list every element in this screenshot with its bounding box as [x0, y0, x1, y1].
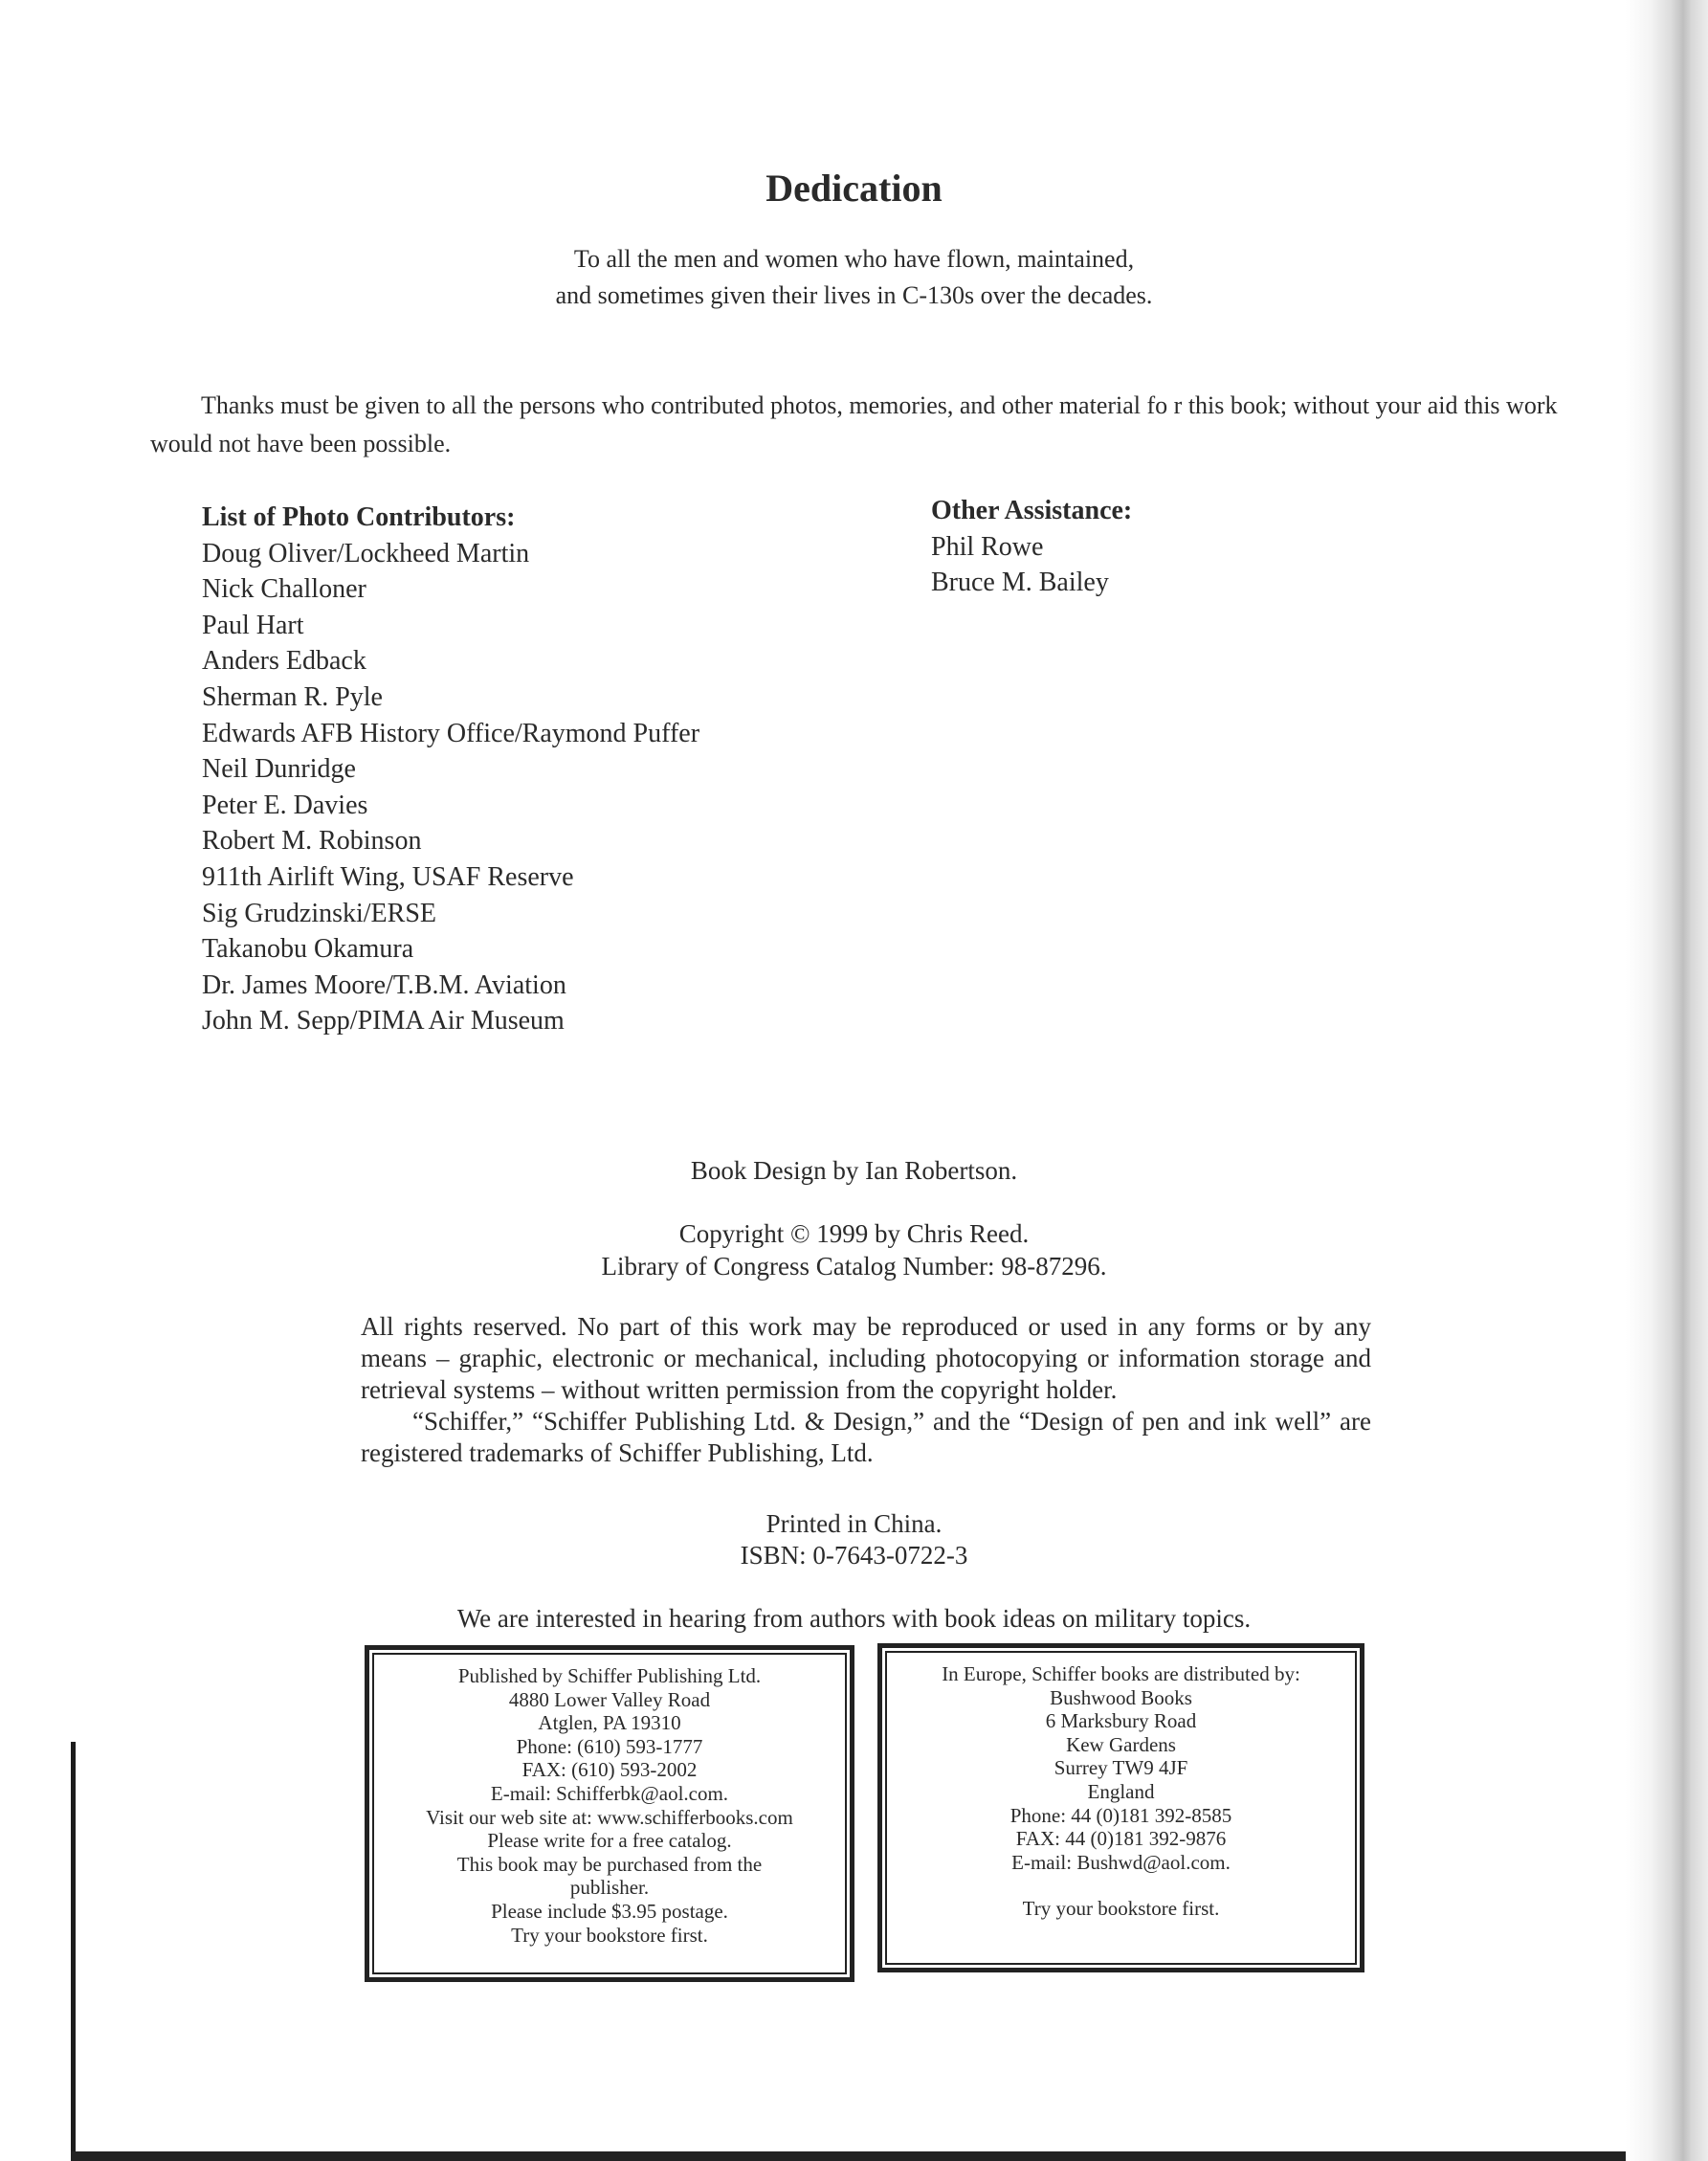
publisher-line: This book may be purchased from the	[456, 1852, 763, 1876]
thanks-paragraph: Thanks must be given to all the persons who contributed photos, memories, and other material fo r this book; without your aid this work would not have been possible.	[150, 391, 1558, 457]
publisher-line: Phone: (610) 593-1777	[516, 1734, 703, 1758]
dedication-title: Dedication	[765, 167, 943, 210]
publisher-line: Published by Schiffer Publishing Ltd.	[457, 1664, 762, 1687]
page-gutter-shadow	[1626, 0, 1708, 2161]
printed-in-line: Printed in China.	[765, 1509, 943, 1538]
europe-line: Surrey TW9 4JF	[1054, 1756, 1188, 1780]
copyright-line: Copyright © 1999 by Chris Reed.	[678, 1219, 1030, 1248]
europe-line: 6 Marksbury Road	[1045, 1709, 1197, 1733]
publisher-line: Please include $3.95 postage.	[491, 1899, 728, 1923]
europe-line: Phone: 44 (0)181 392-8585	[1009, 1803, 1232, 1827]
page-left-edge	[71, 1742, 76, 2161]
contributor-name: Edwards AFB History Office/Raymond Puffer	[202, 718, 700, 748]
book-design-credit: Book Design by Ian Robertson.	[690, 1156, 1018, 1185]
publisher-line: publisher.	[569, 1876, 650, 1900]
europe-distribution-box-inner	[885, 1651, 1357, 1965]
europe-footer: Try your bookstore first.	[1022, 1897, 1220, 1921]
isbn-line: ISBN: 0-7643-0722-3	[740, 1541, 968, 1570]
contributor-name: Paul Hart	[202, 610, 304, 640]
europe-line: E-mail: Bushwd@aol.com.	[1011, 1850, 1231, 1874]
page-bottom-edge	[71, 2151, 1626, 2161]
assistant-name: Phil Rowe	[931, 531, 1044, 562]
spacer	[887, 1874, 1355, 1897]
photo-contributors-list	[202, 500, 872, 1039]
publisher-info-box-inner	[372, 1653, 847, 1974]
other-assistance-list	[931, 493, 1409, 601]
publisher-line: FAX: (610) 593-2002	[521, 1758, 698, 1782]
europe-line: England	[1087, 1779, 1155, 1803]
publisher-line: Visit our web site at: www.schifferbooks.com	[426, 1805, 793, 1829]
europe-line: FAX: 44 (0)181 392-9876	[1015, 1827, 1227, 1851]
contributor-name: Takanobu Okamura	[202, 934, 414, 965]
europe-line: Kew Gardens	[1066, 1732, 1176, 1756]
publisher-info-box	[365, 1645, 854, 1982]
dedication-text	[0, 241, 1708, 314]
other-assistance-heading: Other Assistance:	[931, 496, 1133, 525]
contributor-name: Doug Oliver/Lockheed Martin	[202, 538, 530, 568]
dedication-line: To all the men and women who have flown, maintained,	[573, 245, 1135, 273]
publisher-line: 4880 Lower Valley Road	[508, 1687, 711, 1711]
contributor-name: 911th Airlift Wing, USAF Reserve	[202, 861, 574, 892]
europe-line: Bushwood Books	[1050, 1685, 1192, 1709]
loc-catalog-line: Library of Congress Catalog Number: 98-87296.	[601, 1252, 1107, 1281]
assistant-name: Bruce M. Bailey	[931, 568, 1109, 598]
europe-line: In Europe, Schiffer books are distributed by:	[942, 1662, 1300, 1685]
contributor-name: Sig Grudzinski/ERSE	[202, 898, 437, 928]
dedication-line: and sometimes given their lives in C-130s over the decades.	[555, 281, 1153, 309]
contributor-name: Sherman R. Pyle	[202, 681, 383, 712]
contributor-name: Peter E. Davies	[202, 790, 368, 820]
contributor-name: Anders Edback	[202, 646, 366, 677]
publisher-line: Try your bookstore first.	[511, 1923, 708, 1947]
rights-reserved-paragraph: All rights reserved. No part of this work may be reproduced or used in any forms or by any means – graphic, electronic or mechanical, including photocopying or information storage and retrieval systems – without written permission from the copyright holder.	[361, 1312, 1371, 1404]
trademark-paragraph: “Schiffer,” “Schiffer Publishing Ltd. & Design,” and the “Design of pen and ink well” are registered trademarks of Schiffer Publishing, Ltd.	[361, 1407, 1371, 1467]
contributor-name: Neil Dunridge	[202, 754, 356, 785]
contributor-name: Nick Challoner	[202, 574, 366, 605]
contributor-name: Dr. James Moore/T.B.M. Aviation	[202, 969, 566, 1000]
europe-distribution-box	[877, 1643, 1364, 1972]
authors-interest-line: We are interested in hearing from authors with book ideas on military topics.	[456, 1604, 1252, 1633]
contributor-name: John M. Sepp/PIMA Air Museum	[202, 1006, 565, 1036]
publisher-line: Please write for a free catalog.	[487, 1829, 732, 1853]
publisher-line: Atglen, PA 19310	[538, 1711, 681, 1735]
publisher-line: E-mail: Schifferbk@aol.com.	[490, 1781, 729, 1805]
contributor-name: Robert M. Robinson	[202, 826, 422, 857]
rights-notice	[361, 1311, 1371, 1469]
photo-contributors-heading: List of Photo Contributors:	[202, 502, 516, 532]
